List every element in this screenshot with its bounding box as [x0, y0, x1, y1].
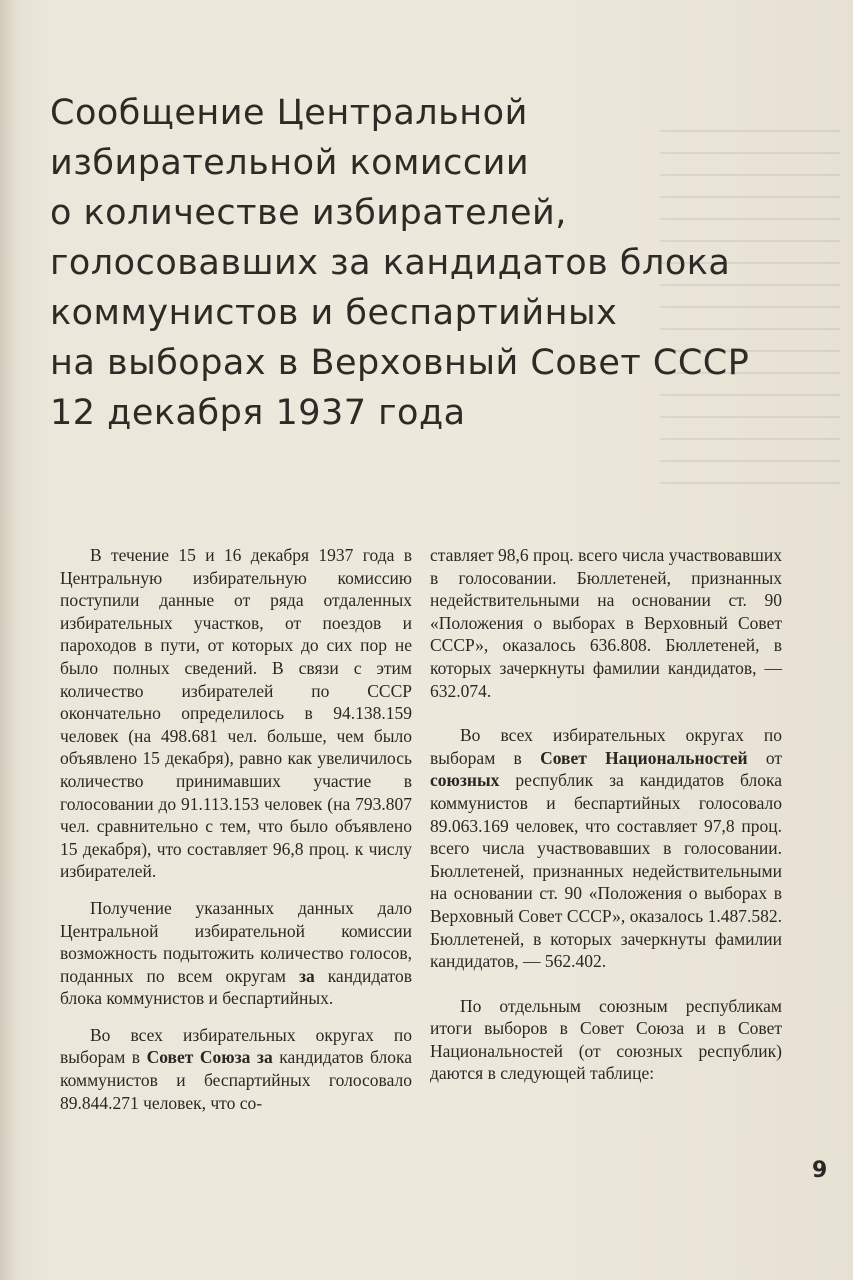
right-column: [430, 544, 782, 1085]
text-run: республик за кандидатов блока коммунистов и беспартийных голосовало 89.063.169 человек, что составляет 97,8 проц. всего числа участвовавших в голосовании. Бюллетеней, признанных недействительными на основании ст. 90 «Положения о выборах в Верховный Совет СССР», оказалось 1.487.582. Бюллетеней, в которых зачеркнуты фамилии кандидатов, — 562.402.: [430, 770, 782, 972]
bold-text: Совет Союза за: [146, 1047, 273, 1068]
page-edge-shadow: [0, 0, 18, 1280]
text-run: от: [747, 747, 782, 768]
paragraph: По отдельным союзным республикам итоги выборов в Совет Союза и в Совет Национальностей (от союзных республик) даются в следующей таблице:: [430, 995, 782, 1084]
bold-text: Совет Национальностей: [540, 747, 748, 768]
bold-text: союзных: [430, 770, 500, 791]
title-line: коммунистов и беспартийных: [50, 293, 618, 333]
bold-text: за: [298, 965, 315, 986]
page-number: 9: [812, 1158, 828, 1183]
title-line: о количестве избирателей,: [50, 193, 567, 233]
paragraph: ставляет 98,6 проц. всего числа участвовавших в голосовании. Бюллетеней, признанных недействительными на основании ст. 90 «Положения о выборах в Верховный Совет СССР», оказалось 636.808. Бюллетеней, в которых зачеркнуты фамилии кандидатов, — 632.074.: [430, 545, 782, 701]
text-run: кандидатов блока коммунистов и беспартийных голосовало 89.844.271 человек, что со-: [60, 1047, 413, 1113]
paragraph: [60, 1024, 412, 1114]
title-line: 12 декабря 1937 года: [50, 393, 466, 433]
paragraph: [430, 724, 782, 973]
text-run: кандидатов блока коммунистов и беспартийных.: [60, 965, 412, 1009]
title-line: на выборах в Верховный Совет СССР: [50, 343, 750, 383]
title-line: избирательной комиссии: [50, 143, 530, 183]
text-run: Во всех избирательных округах по выборам в: [60, 1024, 412, 1068]
document-title: [50, 88, 810, 438]
text-run: Получение указанных данных дало Центральной избирательной комиссии возможность подытожить количество голосов, поданных по всем округам: [60, 897, 412, 986]
title-line: Сообщение Центральной: [50, 93, 528, 133]
paragraph: В течение 15 и 16 декабря 1937 года в Центральную избирательную комиссию поступили данные от ряда отдаленных избирательных участков, от поездов и пароходов в пути, от которых до сих пор не было полных сведений. В связи с этим количество избирателей по СССР окончательно определилось в 94.138.159 человек (на 498.681 чел. больше, чем было объявлено 15 декабря), равно как увеличилось количество принимавших участие в голосовании до 91.113.153 человек (на 793.807 чел. сравнительно с тем, что было объявлено 15 декабря), что составляет 96,8 проц. к числу избирателей.: [60, 545, 412, 882]
text-run: Во всех избирательных округах по выборам в: [430, 725, 782, 768]
title-line: голосовавших за кандидатов блока: [50, 243, 731, 283]
paragraph: [60, 897, 412, 1010]
left-column: [60, 544, 412, 1114]
